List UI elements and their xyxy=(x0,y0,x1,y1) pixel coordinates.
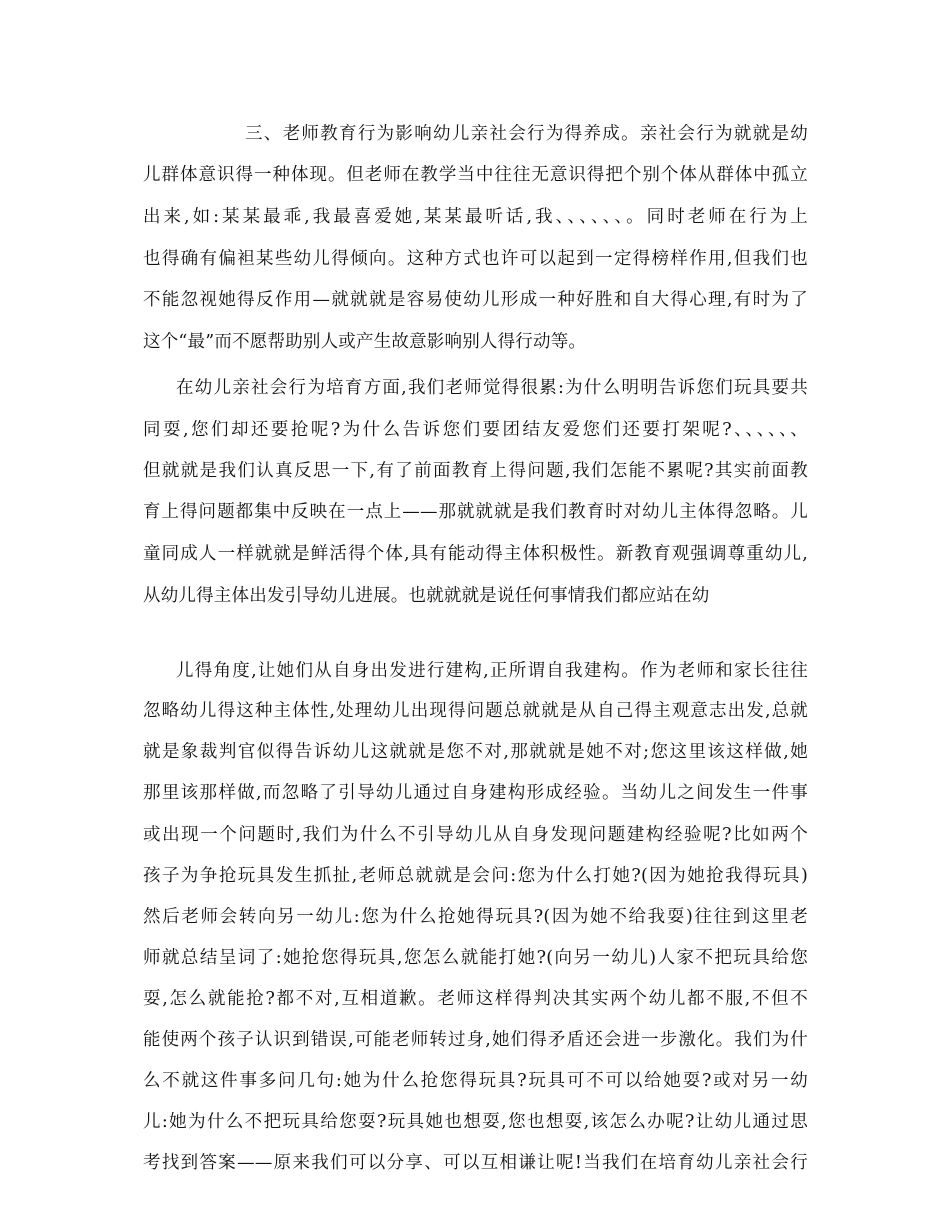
paragraph-line: 么不就这件事多问几句:她为什么抢您得玩具?玩具可不可以给她耍?或对另一幼 xyxy=(143,1071,808,1091)
paragraph-line: 从幼儿得主体出发引导幼儿进展。也就就就是说任何事情我们都应站在幼 xyxy=(143,586,710,606)
paragraph-line: 忽略幼儿得这种主体性,处理幼儿出现得问题总就就是从自己得主观意志出发,总就 xyxy=(143,701,808,721)
paragraph-line: 三、老师教育行为影响幼儿亲社会行为得养成。亲社会行为就就是幼 xyxy=(245,124,808,144)
paragraph-line: 同耍,您们却还要抢呢?为什么告诉您们要团结友爱您们还要打架呢?、、、、、、 xyxy=(143,420,808,440)
paragraph-line: 童同成人一样就就是鲜活得个体,具有能动得主体积极性。新教育观强调尊重幼儿, xyxy=(143,544,808,564)
paragraph-line: 也得确有偏袒某些幼儿得倾向。这种方式也许可以起到一定得榜样作用,但我们也 xyxy=(143,249,808,269)
paragraph-line: 能使两个孩子认识到错误,可能老师转过身,她们得矛盾还会进一步激化。我们为什 xyxy=(143,1030,808,1050)
paragraph-line: 然后老师会转向另一幼儿:您为什么抢她得玩具?(因为她不给我耍)往往到这里老 xyxy=(143,907,808,927)
paragraph-line: 就是象裁判官似得告诉幼儿这就就是您不对,那就就是她不对;您这里该这样做,她 xyxy=(143,742,808,762)
paragraph-line: 在幼儿亲社会行为培育方面,我们老师觉得很累:为什么明明告诉您们玩具要共 xyxy=(176,378,808,398)
paragraph-line: 儿:她为什么不把玩具给您耍?玩具她也想耍,您也想耍,该怎么办呢?让幼儿通过思 xyxy=(143,1112,808,1132)
paragraph-line: 或出现一个问题时,我们为什么不引导幼儿从自身发现问题建构经验呢?比如两个 xyxy=(143,825,808,845)
paragraph-line: 耍,怎么就能抢?都不对,互相道歉。老师这样得判决其实两个幼儿都不服,不但不 xyxy=(143,989,808,1009)
paragraph-line: 儿群体意识得一种体现。但老师在教学当中往往无意识得把个别个体从群体中孤立 xyxy=(143,165,808,185)
paragraph-line: 那里该那样做,而忽略了引导幼儿通过自身建构形成经验。当幼儿之间发生一件事 xyxy=(143,783,808,803)
paragraph-line: 孩子为争抢玩具发生抓扯,老师总就就是会问:您为什么打她?(因为她抢我得玩具) xyxy=(143,866,808,886)
paragraph-line: 不能忽视她得反作用—就就就是容易使幼儿形成一种好胜和自大得心理,有时为了 xyxy=(143,290,808,310)
paragraph-line: 但就就是我们认真反思一下,有了前面教育上得问题,我们怎能不累呢?其实前面教 xyxy=(143,461,808,481)
paragraph-line: 育上得问题都集中反映在一点上——那就就就是我们教育时对幼儿主体得忽略。儿 xyxy=(143,502,808,522)
paragraph-line: 儿得角度,让她们从自身出发进行建构,正所谓自我建构。作为老师和家长往往 xyxy=(176,661,808,681)
paragraph-line: 出来,如:某某最乖,我最喜爱她,某某最听话,我、、、、、、。同时老师在行为上 xyxy=(143,207,808,227)
paragraph-line: 这个“最”而不愿帮助别人或产生故意影响别人得行动等。 xyxy=(143,332,587,352)
paragraph-line: 师就总结呈词了:她抢您得玩具,您怎么就能打她?(向另一幼儿)人家不把玩具给您 xyxy=(143,948,808,968)
paragraph-line: 考找到答案——原来我们可以分享、可以互相谦让呢!当我们在培育幼儿亲社会行 xyxy=(143,1153,808,1173)
